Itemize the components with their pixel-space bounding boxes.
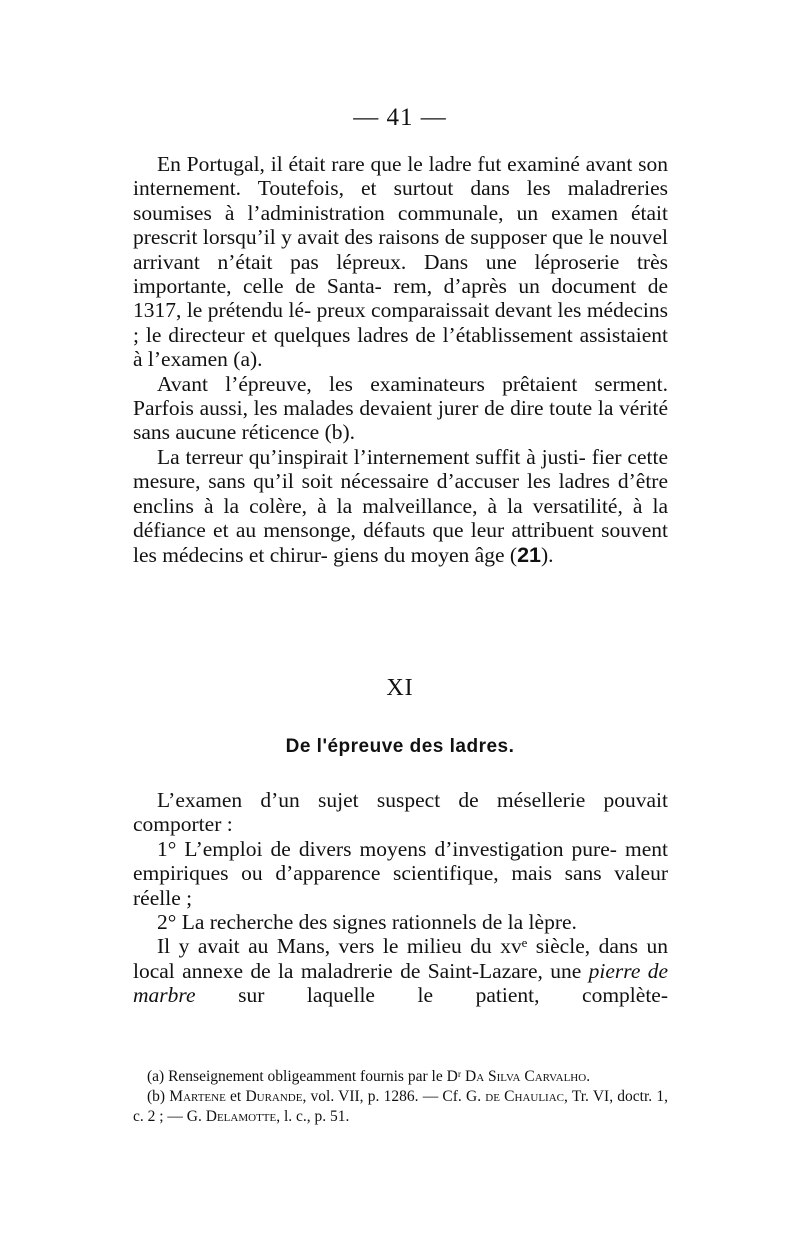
text-line: à la versatilité, à la défiance et au mensonge, défauts xyxy=(133,493,669,543)
footnotes xyxy=(133,1067,668,1127)
text-line: L’examen d’un sujet suspect de mésellerie pouvait xyxy=(157,788,668,812)
text-line: comporter : xyxy=(133,812,233,837)
footnote-author: Durande xyxy=(245,1088,303,1105)
text-line: rem, d’après un document de 1317, le prétendu lé- xyxy=(133,274,669,323)
text-line: un local annexe de la maladrerie de Saint-Lazare, une xyxy=(133,934,669,983)
text-line: ment empiriques ou d’apparence scientifique, mais xyxy=(133,836,668,886)
footnote-marker: (a) xyxy=(147,1068,165,1085)
footnote-text: , vol. VII, p. 1286. — Cf. G. xyxy=(302,1088,486,1105)
footnote-text: Tr. VI, doctr. 1, c. 2 ; — G. xyxy=(133,1088,668,1125)
text-line: giens du moyen âge ( xyxy=(333,542,518,567)
italic-phrase: pierre de marbre xyxy=(133,958,668,1008)
text-line: Il y avait au Mans, vers le milieu du xvᵉ siècle, dans xyxy=(157,934,639,959)
text-fragment: sur laquelle le patient, complète- xyxy=(195,983,668,1008)
paragraph-mans xyxy=(133,934,668,1007)
reference-number: 21 xyxy=(517,542,541,567)
text-line: avant son internement. Toutefois, et surtout dans les xyxy=(133,152,668,201)
paragraph-portugal xyxy=(133,152,668,372)
paragraph-epreuve xyxy=(133,372,668,445)
footnote-text: , xyxy=(564,1088,568,1105)
text-line: l’examen (a). xyxy=(147,347,263,372)
text-line: La terreur qu’inspirait l’internement suffit à justi- xyxy=(157,444,586,469)
page-number: — 41 — xyxy=(353,104,447,131)
text-line: et quelques ladres de l’établissement assistaient à xyxy=(133,322,668,372)
footnote-text: et xyxy=(225,1088,246,1105)
text-line: les ladres d’être enclins à la colère, à la malveillance, xyxy=(133,469,668,518)
footnote-author: Da Silva Carvalho xyxy=(465,1068,587,1085)
footnote-b xyxy=(133,1087,668,1127)
body-text-bottom xyxy=(133,788,668,1008)
text-line: maladreries soumises à l’administration communale, xyxy=(133,176,668,225)
text-line: fier cette mesure, sans qu’il soit nécessaire d’accuser xyxy=(133,444,668,494)
paragraph-terreur xyxy=(133,445,668,567)
text-line: Dans une léproserie très importante, celle de Santa- xyxy=(133,249,668,299)
text-line: En Portugal, il était rare que le ladre fut examiné xyxy=(157,152,580,176)
text-fragment: ). xyxy=(540,542,554,567)
footnote-author: de Chauliac xyxy=(485,1088,564,1105)
text-line: la vérité sans aucune réticence (b). xyxy=(133,396,668,445)
text-line: un examen était prescrit lorsqu’il y avait des raisons xyxy=(133,200,668,250)
footnote-author: Martene xyxy=(169,1088,226,1105)
text-line: 1° L’emploi de divers moyens d’investigation pure- xyxy=(157,836,617,861)
paragraph-item-1 xyxy=(133,837,668,910)
footnote-text: . xyxy=(586,1068,591,1085)
text-line: 2° La recherche des signes rationnels de la lèpre. xyxy=(157,910,577,935)
footnote-a xyxy=(133,1067,668,1087)
paragraph-examen xyxy=(133,788,668,837)
section-title: De l'épreuve des ladres. xyxy=(285,736,515,757)
footnote-marker: (b) xyxy=(147,1088,166,1105)
text-line: que leur attribuent souvent les médecins et chirur- xyxy=(133,518,668,567)
text-line: Parfois aussi, les malades devaient jurer de dire toute xyxy=(133,396,593,421)
text-line: Avant l’épreuve, les examinateurs prêtaient serment. xyxy=(157,371,668,396)
paragraph-item-2 xyxy=(133,910,668,934)
body-text-top xyxy=(133,152,668,567)
text-line: sans valeur réelle ; xyxy=(133,861,669,910)
section-numeral: XI xyxy=(386,675,414,701)
footnote-text: , l. c., p. 51. xyxy=(276,1108,350,1125)
text-line: preux comparaissait devant les médecins ; le directeur xyxy=(133,298,669,347)
footnote-text: Renseignement obligeamment fournis par le Dʳ xyxy=(168,1068,466,1085)
footnote-author: Delamotte xyxy=(205,1108,277,1125)
text-line: de supposer que le nouvel arrivant n’était pas lépreux. xyxy=(133,225,668,274)
